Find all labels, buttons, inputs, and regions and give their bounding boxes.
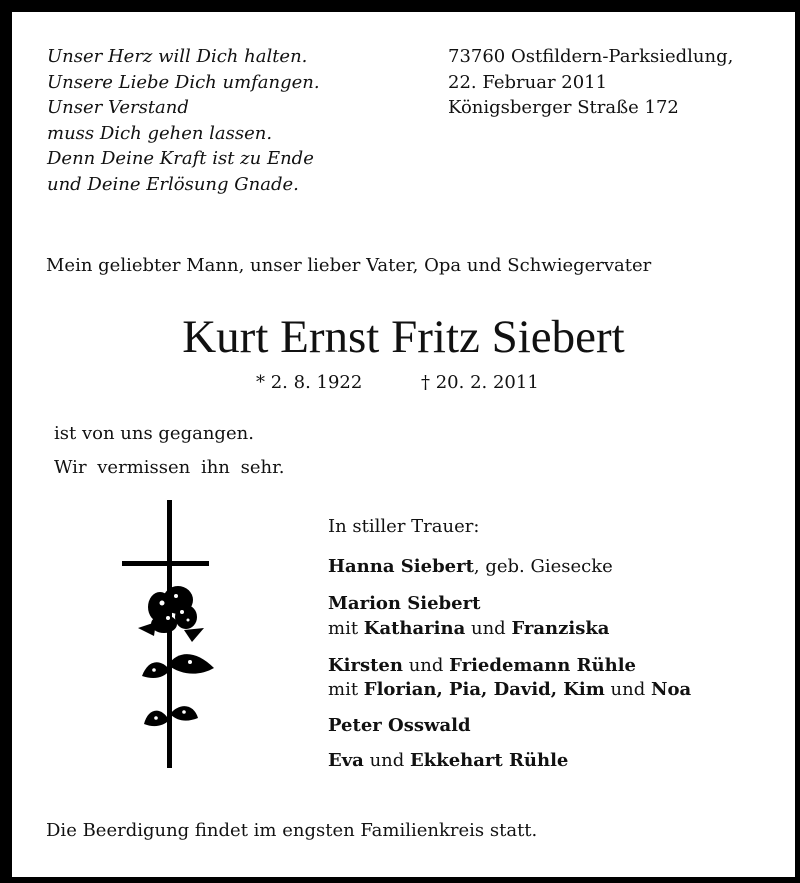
mourner-line-peter [328,715,471,736]
verse-line: Denn Deine Kraft ist zu Ende [47,148,314,169]
mourner-line-hanna [328,556,613,577]
verse [47,44,320,197]
mourning-heading: In stiller Trauer: [328,516,480,537]
mourner-noa: Noa [651,679,692,700]
mourner-kirsten: Kirsten [328,655,403,676]
deceased-name: Kurt Ernst Fritz Siebert [182,311,625,363]
funeral-note: Die Beerdigung findet im engsten Familienkreis statt. [46,820,538,841]
mourner-eva: Eva [328,750,364,771]
cross-with-rose-icon [118,500,228,774]
mourner-friedemann: Friedemann Rühle [449,655,636,676]
mourner-peter: Peter Osswald [328,715,471,736]
with-word: mit [328,679,359,700]
missed-text: Wir vermissen ihn sehr. [54,457,285,478]
mourner-hanna-maiden: , geb. Giesecke [473,556,613,577]
verse-line: Unser Herz will Dich halten. [47,46,308,67]
mourner-line-kirsten [328,655,636,676]
verse-line: muss Dich gehen lassen. [47,122,273,144]
with-word: mit [328,618,359,639]
and-word: und [610,679,646,700]
and-word: und [408,655,444,676]
verse-line: Unsere Liebe Dich umfangen. [47,71,320,93]
address-date: 22. Februar 2011 [448,71,608,93]
mourner-line-marion-children [328,618,609,639]
birth-date: * 2. 8. 1922 [256,372,363,393]
passed-text: ist von uns gegangen. [54,423,254,444]
verse-line: Unser Verstand [47,97,189,118]
mourner-marion-name: Marion Siebert [328,593,481,614]
death-date: † 20. 2. 2011 [421,372,539,393]
mourner-line-grandchildren [328,679,691,700]
mourner-grandchildren: Florian, Pia, David, Kim [363,679,605,700]
address-street: Königsberger Straße 172 [448,97,679,118]
and-word: und [369,750,405,771]
mourner-hanna-name: Hanna Siebert [328,556,474,577]
mourner-ekkehart: Ekkehart Rühle [410,750,569,771]
mourner-katharina: Katharina [363,618,466,639]
address-block [448,44,733,121]
and-word: und [470,618,506,639]
mourner-line-eva [328,750,568,771]
mourner-franziska: Franziska [511,618,610,639]
address-city: 73760 Ostfildern-Parksiedlung, [448,46,734,67]
intro-text: Mein geliebter Mann, unser lieber Vater, Opa und Schwiegervater [46,255,652,276]
verse-line: und Deine Erlösung Gnade. [47,173,299,195]
mourner-line-marion [328,593,480,614]
